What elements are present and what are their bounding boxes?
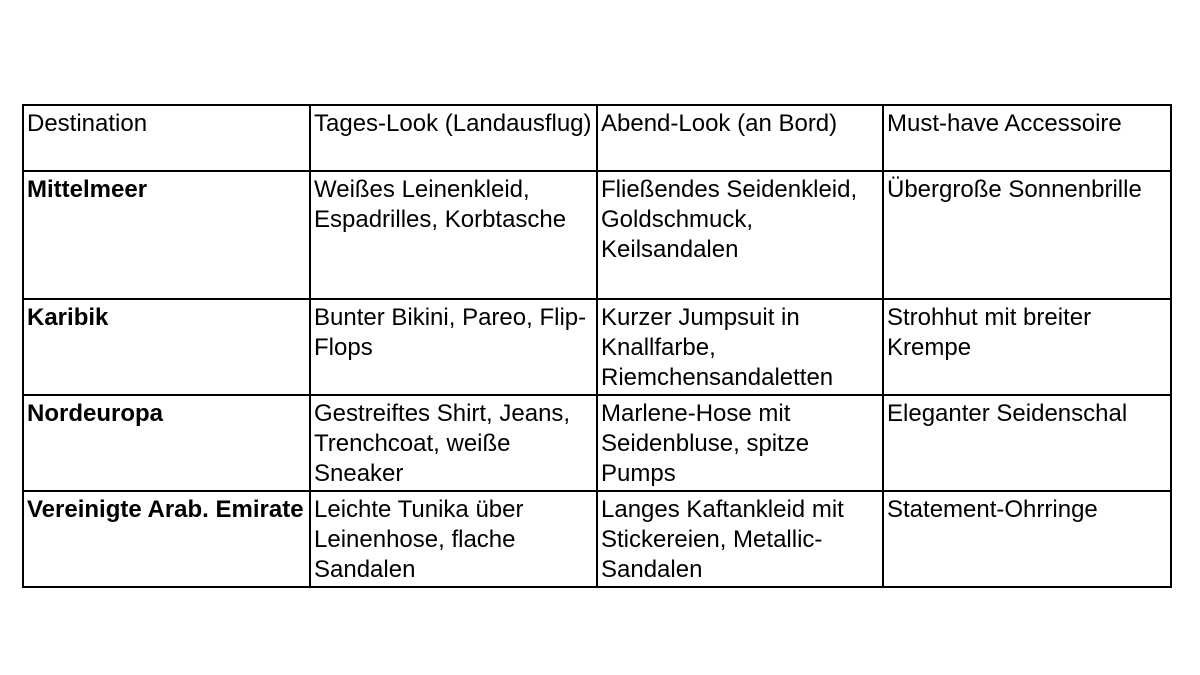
table-row [23, 395, 1171, 491]
evening-look-cell: Marlene-Hose mit Seidenbluse, spitze Pumps [597, 395, 883, 491]
accessory-cell: Übergroße Sonnenbrille [883, 171, 1171, 299]
day-look-cell: Gestreiftes Shirt, Jeans, Trenchcoat, weiße Sneaker [310, 395, 597, 491]
table-header-row [23, 105, 1171, 171]
accessory-cell: Eleganter Seidenschal [883, 395, 1171, 491]
header-evening-look: Abend-Look (an Bord) [597, 105, 883, 171]
accessory-cell: Strohhut mit breiter Krempe [883, 299, 1171, 395]
table-row [23, 491, 1171, 587]
table-row [23, 171, 1171, 299]
accessory-cell: Statement-Ohrringe [883, 491, 1171, 587]
day-look-cell: Bunter Bikini, Pareo, Flip-Flops [310, 299, 597, 395]
outfit-table [22, 104, 1172, 588]
evening-look-cell: Kurzer Jumpsuit in Knallfarbe, Riemchensandaletten [597, 299, 883, 395]
header-accessory: Must-have Accessoire [883, 105, 1171, 171]
destination-cell: Nordeuropa [23, 395, 310, 491]
table-row [23, 299, 1171, 395]
destination-cell: Karibik [23, 299, 310, 395]
evening-look-cell: Langes Kaftankleid mit Stickereien, Metallic-Sandalen [597, 491, 883, 587]
header-destination: Destination [23, 105, 310, 171]
destination-cell: Mittelmeer [23, 171, 310, 299]
day-look-cell: Leichte Tunika über Leinenhose, flache Sandalen [310, 491, 597, 587]
evening-look-cell: Fließendes Seidenkleid, Goldschmuck, Keilsandalen [597, 171, 883, 299]
header-day-look: Tages-Look (Landausflug) [310, 105, 597, 171]
destination-cell: Vereinigte Arab. Emirate [23, 491, 310, 587]
day-look-cell: Weißes Leinenkleid, Espadrilles, Korbtasche [310, 171, 597, 299]
